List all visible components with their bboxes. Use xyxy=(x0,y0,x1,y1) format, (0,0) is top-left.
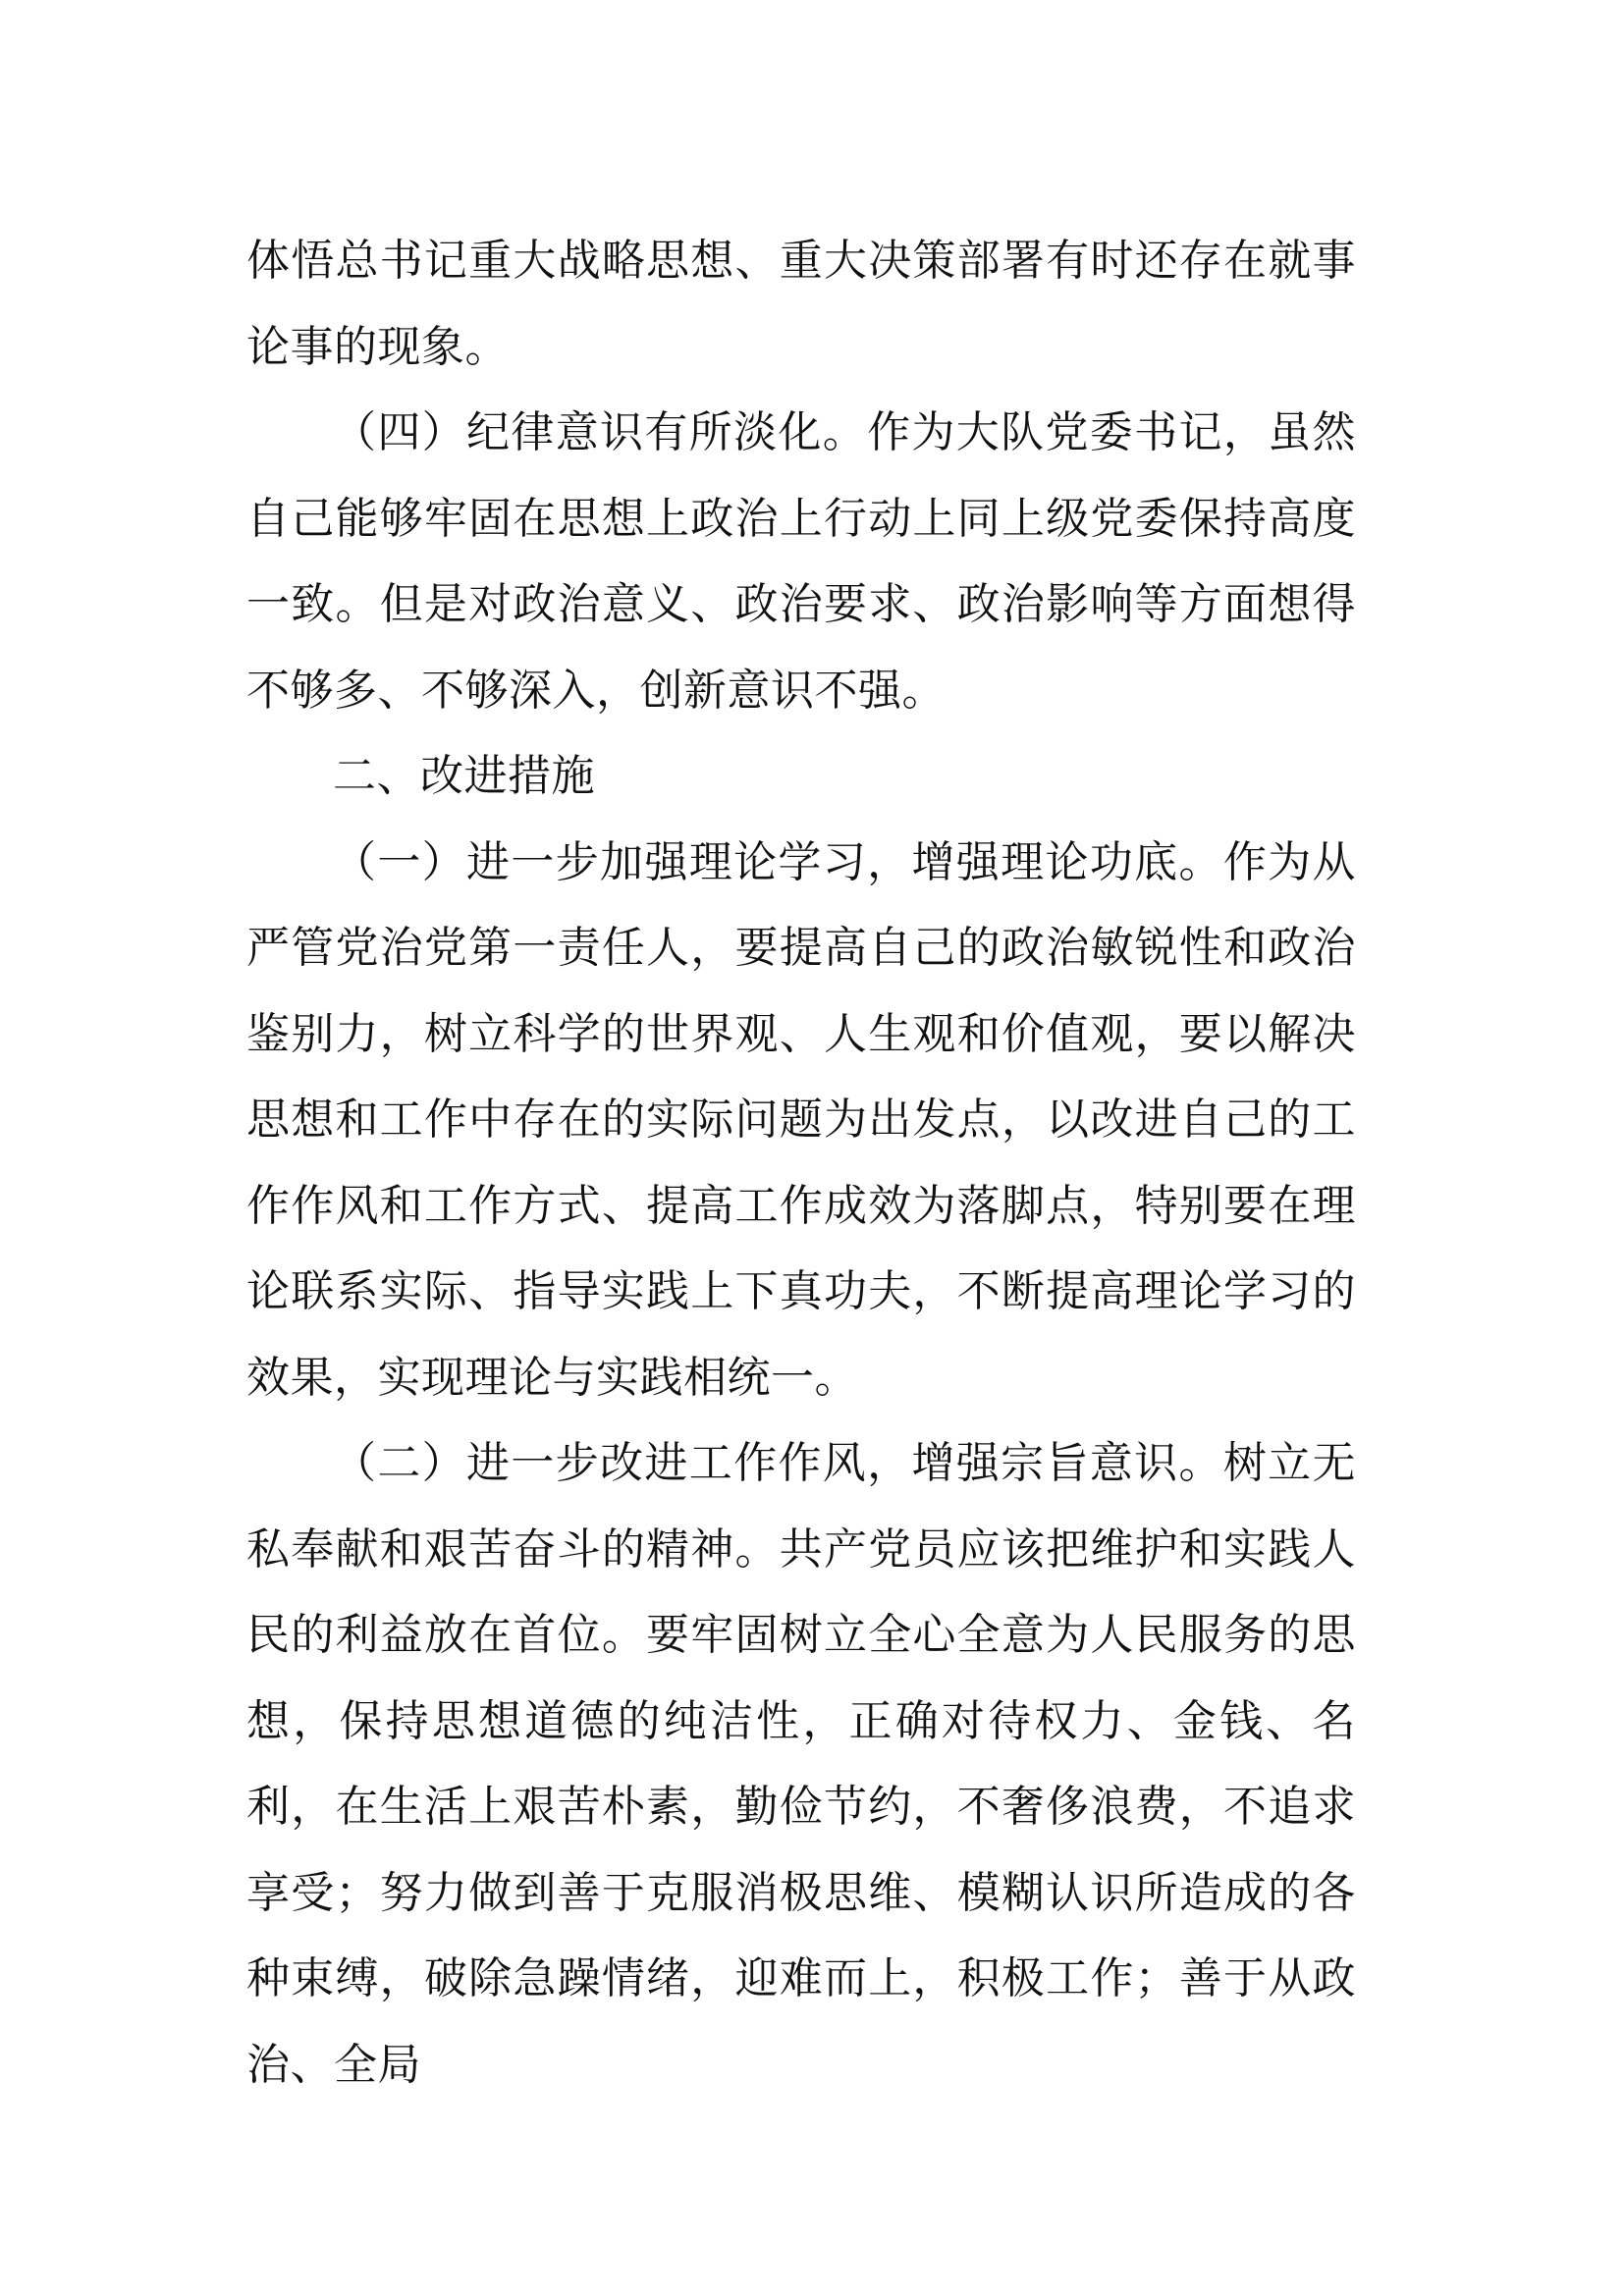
section-heading-improvement-measures: 二、改进措施 xyxy=(333,751,595,801)
paragraph-work-style: （二）进一步改进工作作风，增强宗旨意识。树立无私奉献和艰苦奋斗的精神。共产党员应该把维护和实践人民的利益放在首位。要牢固树立全心全意为人民服务的思想，保持思想道德的纯洁性，正确对待权力、金钱、名利，在生活上艰苦朴素，勤俭节约，不奢侈浪费，不追求享受；努力做到善于克服消极思维、模糊认识所造成的各种束缚，破除急躁情绪，迎难而上，积极工作；善于从政治、全局 xyxy=(246,1438,1356,2090)
paragraph-discipline-awareness: （四）纪律意识有所淡化。作为大队党委书记，虽然自己能够牢固在思想上政治上行动上同上级党委保持高度一致。但是对政治意义、政治要求、政治影响等方面想得不够多、不够深入，创新意识不强。 xyxy=(246,407,1356,716)
paragraph-continuation: 体悟总书记重大战略思想、重大决策部署有时还存在就事论事的现象。 xyxy=(246,236,1356,372)
document-page xyxy=(246,218,1356,2108)
paragraph-theory-study: （一）进一步加强理论学习，增强理论功底。作为从严管党治党第一责任人，要提高自己的政治敏锐性和政治鉴别力，树立科学的世界观、人生观和价值观，要以解决思想和工作中存在的实际问题为出发点，以改进自己的工作作风和工作方式、提高工作成效为落脚点，特别要在理论联系实际、指导实践上下真功夫，不断提高理论学习的效果，实现理论与实践相统一。 xyxy=(246,836,1356,1403)
